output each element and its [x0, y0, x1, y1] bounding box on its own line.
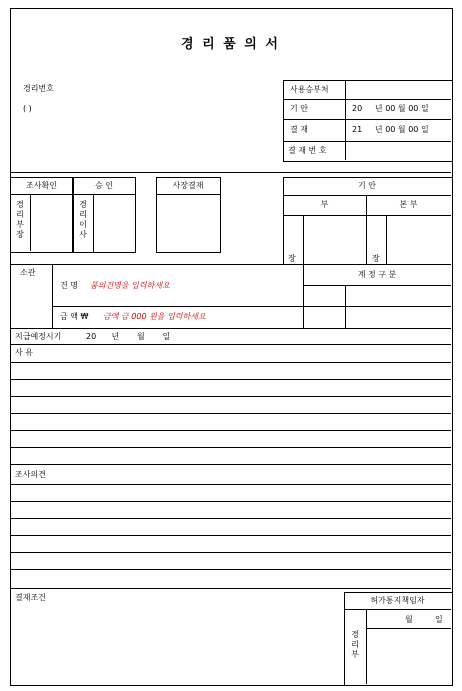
bu-sign-field[interactable]: [304, 216, 365, 263]
amount-input[interactable]: 금액 금 000 원을 입력하세요: [103, 312, 206, 321]
pay-time-value[interactable]: 20 년 월 일: [86, 332, 171, 341]
notice-dept-vert: 경리부: [351, 630, 359, 659]
condition-field[interactable]: [11, 606, 341, 682]
bonbu-jang-label: 장: [372, 254, 380, 263]
account-no-field[interactable]: ( ): [23, 104, 32, 113]
approve-no-field[interactable]: [346, 142, 450, 159]
approve-label: 결 재: [290, 125, 308, 134]
draft-head-label: 기 안: [358, 181, 376, 190]
account-class-label: 계 정 구 분: [357, 270, 397, 279]
president-label: 사장결재: [172, 181, 204, 190]
approve-date[interactable]: 21 년 00 월 00 일: [352, 125, 429, 134]
account-class-field-2[interactable]: [346, 286, 450, 305]
director-vert-label: 경리이사: [79, 200, 87, 239]
bonbu-label: 본 부: [399, 200, 418, 209]
form-title: 경 리 품 의 서: [181, 37, 280, 52]
account-class-field-1[interactable]: [304, 286, 344, 305]
manager-vert-label: 경리부장: [16, 200, 24, 239]
subject-input[interactable]: 품의건명을 입력하세요: [90, 281, 170, 290]
section-divider: [10, 172, 451, 173]
approve-no-label: 결 재 번 호: [288, 146, 327, 155]
dept-field[interactable]: [346, 81, 450, 98]
check-label: 조사확인: [26, 181, 57, 190]
manager-sign-field[interactable]: [31, 195, 72, 251]
approver-label: 허가통지책임자: [370, 596, 425, 605]
opinion-label: 조사의견: [15, 470, 46, 479]
pay-time-label: 지급예정시기: [15, 332, 62, 341]
seung-label: 승 인: [95, 181, 113, 190]
bu-label: 부: [320, 200, 329, 209]
notice-month: 월: [405, 615, 413, 624]
account-no-label: 경리번호: [23, 84, 54, 93]
subject-label: 건 명: [60, 281, 78, 290]
draft-date[interactable]: 20 년 00 월 00 일: [352, 104, 429, 113]
notice-sign-field[interactable]: [367, 629, 450, 683]
bu-jang-label: 장: [288, 254, 296, 263]
draft-label: 기 안: [290, 104, 308, 113]
notice-day: 일: [435, 615, 443, 624]
condition-label: 결재조건: [15, 593, 46, 602]
dept-label: 사용승부처: [290, 85, 329, 94]
sogwan-label: 소관: [20, 268, 36, 277]
amount-label: 금 액 ₩: [60, 312, 89, 321]
opinion-field[interactable]: [11, 484, 450, 588]
director-sign-field[interactable]: [94, 195, 134, 251]
bonbu-sign-field[interactable]: [387, 216, 450, 263]
reason-label: 사 유: [15, 348, 33, 357]
president-sign-field[interactable]: [157, 195, 219, 251]
